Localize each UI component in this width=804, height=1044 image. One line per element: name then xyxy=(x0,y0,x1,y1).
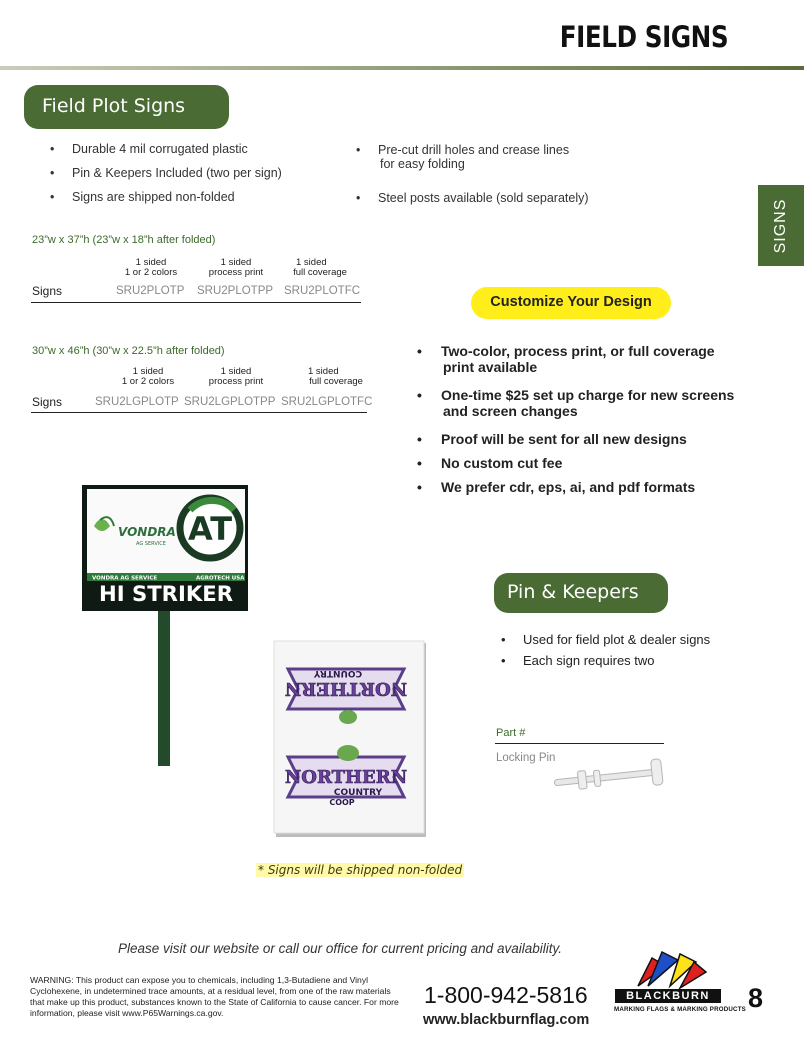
coop-bottom-sub: COUNTRY xyxy=(333,788,383,798)
product-code: SRU2PLOTP xyxy=(116,285,185,297)
row-label: Signs xyxy=(32,395,63,409)
list-item-line: One-time $25 set up charge for new screens xyxy=(441,387,735,403)
sign-logo-text: AT xyxy=(187,510,233,548)
feature-list-left xyxy=(48,142,282,214)
pin-keepers-list xyxy=(499,632,710,674)
locking-pin-image xyxy=(548,756,672,796)
brand-tagline: MARKING FLAGS & MARKING PRODUCTS xyxy=(614,1006,746,1013)
size-title: 30”w x 46”h (30”w x 22.5”h after folded) xyxy=(32,345,225,357)
column-header: 1 sided 1 or 2 colors xyxy=(121,366,175,387)
product-code: SRU2LGPLOTP xyxy=(95,396,179,408)
list-item: • No custom cut fee xyxy=(415,455,734,479)
list-item: • Signs are shipped non-folded xyxy=(48,190,282,214)
side-tab-signs xyxy=(758,185,804,266)
table-rule xyxy=(31,302,361,303)
product-code: SRU2LGPLOTFC xyxy=(281,396,373,408)
list-item xyxy=(415,387,734,431)
page-title: FIELD SIGNS xyxy=(559,20,728,54)
coop-bottom-sub2: COOP xyxy=(329,798,355,807)
brand-wordmark: BLACKBURN xyxy=(615,989,721,1003)
prop65-warning: WARNING: This product can expose you to chemicals, including 1,3-Butadiene and Vinyl Cyclohexene, in undetermined trace amounts, at a residual level, from one of the raw materials that make up this product, substances known to the State of California to cause cancer. For more information, please visit www.P65Warnings.ca.gov. xyxy=(30,975,399,1018)
product-code: SRU2LGPLOTPP xyxy=(184,396,276,408)
list-item: • Steel posts available (sold separately) xyxy=(354,191,589,205)
customize-list xyxy=(415,343,734,503)
list-item-line: print available xyxy=(443,359,538,375)
table-rule xyxy=(31,412,367,413)
table-rule xyxy=(495,743,664,744)
list-item: • Durable 4 mil corrugated plastic xyxy=(48,142,282,166)
availability-note: Please visit our website or call our office for current pricing and availability. xyxy=(118,941,562,956)
sign-strip-right: AGROTECH USA xyxy=(196,575,245,582)
coop-sign-image xyxy=(270,637,442,841)
shipping-note: * Signs will be shipped non-folded xyxy=(258,863,463,877)
blackburn-flags-logo-icon xyxy=(630,946,710,990)
page-number: 8 xyxy=(748,983,764,1013)
list-item: • Each sign requires two xyxy=(499,653,710,674)
customize-your-design-badge: Customize Your Design xyxy=(471,287,671,319)
column-header: 1 sided process print xyxy=(208,257,264,278)
column-header: 1 sided 1 or 2 colors xyxy=(124,257,178,278)
column-header: 1 sided process print xyxy=(208,366,264,387)
coop-top-text: NORTHERN xyxy=(284,678,408,699)
website-url: www.blackburnflag.com xyxy=(423,1012,590,1028)
sign-brand-sub-text: AG SERVICE xyxy=(136,541,166,547)
size-title: 23”w x 37”h (23”w x 18”h after folded) xyxy=(32,234,216,246)
feature-list-right xyxy=(354,143,589,205)
list-item-line: and screen changes xyxy=(443,403,578,419)
list-item xyxy=(354,143,589,191)
list-item xyxy=(415,343,734,387)
header-rule xyxy=(0,66,804,70)
list-item-line: for easy folding xyxy=(380,157,465,171)
row-label: Signs xyxy=(32,284,63,298)
list-item: • We prefer cdr, eps, ai, and pdf formats xyxy=(415,479,734,503)
part-name: Locking Pin xyxy=(496,752,556,764)
list-item: • Used for field plot & dealer signs xyxy=(499,632,710,653)
coop-bottom-text: NORTHERN xyxy=(284,767,408,788)
coop-top-sub: COUNTRY xyxy=(313,668,363,678)
list-item-line: Two-color, process print, or full coverage xyxy=(441,343,715,359)
product-code: SRU2PLOTFC xyxy=(284,285,361,297)
sign-brand-text: VONDRA xyxy=(118,525,176,539)
list-item: • Proof will be sent for all new designs xyxy=(415,431,734,455)
column-header: 1 sided full coverage xyxy=(308,366,363,387)
side-tab-label: SIGNS xyxy=(772,198,789,253)
section-title-field-plot-signs: Field Plot Signs xyxy=(24,85,229,129)
sign-strip-left: VONDRA AG SERVICE xyxy=(92,575,158,582)
field-sign-image xyxy=(78,480,254,770)
section-title-pin-keepers: Pin & Keepers xyxy=(494,573,668,613)
product-code: SRU2PLOTPP xyxy=(197,285,274,297)
part-header: Part # xyxy=(496,727,526,739)
list-item: • Pin & Keepers Included (two per sign) xyxy=(48,166,282,190)
list-item-line: Pre-cut drill holes and crease lines xyxy=(378,143,570,157)
column-header: 1 sided full coverage xyxy=(293,257,347,278)
sign-product-text: HI STRIKER xyxy=(99,582,233,606)
phone-number: 1-800-942-5816 xyxy=(424,982,588,1008)
